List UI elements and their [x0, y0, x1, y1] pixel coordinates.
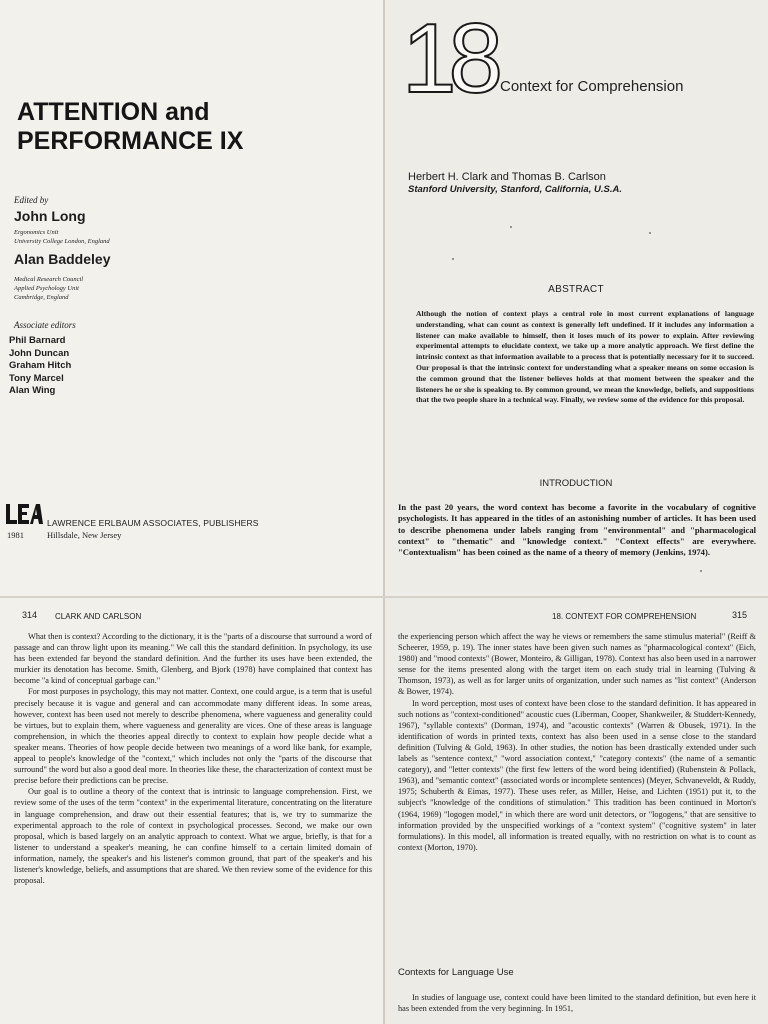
associate-editor: Tony Marcel — [9, 372, 64, 384]
edited-by-label: Edited by — [14, 195, 49, 205]
running-head-left: CLARK AND CARLSON — [55, 612, 142, 621]
affiliation-line: Cambridge, England — [14, 294, 69, 301]
book-title-line-2: PERFORMANCE IX — [17, 127, 244, 155]
affiliation-line: University College London, England — [14, 238, 110, 245]
associate-editor: Phil Barnard — [9, 335, 66, 346]
abstract-heading: ABSTRACT — [548, 284, 604, 295]
body-paragraph: Our goal is to outline a theory of the context that is intrinsic to language comprehension. First, we review some of the uses of the term "context" in the experimental literature, concentrating on the literature in language comprehension, and draw out their essential features; that is, we try to summarize the experimental approach to the role of context in psychological processes. Second, we make our own proposal, which is based largely on an analytic approach to context. What we argue, briefly, is that for a listener to understand a speaker's meaning, he can confine himself to a certain limited domain of information, namely, the speaker's and his listener's common ground, that part of the speaker's and his listener's knowledge, beliefs, and assumptions that are shared. We then review some of the evidence for this proposal. — [14, 787, 372, 886]
associate-editor: Graham Hitch — [9, 360, 72, 372]
editor-name-2: Alan Baddeley — [14, 251, 111, 267]
publisher-place: Hillsdale, New Jersey — [47, 530, 122, 540]
section-body — [398, 992, 756, 1014]
publisher-name: LAWRENCE ERLBAUM ASSOCIATES, PUBLISHERS — [47, 518, 259, 528]
section-heading: Contexts for Language Use — [398, 967, 514, 978]
scan-speck — [452, 258, 454, 260]
affiliation-line: Ergonomics Unit — [14, 229, 59, 236]
scan-speck — [649, 232, 651, 234]
body-paragraph: What then is context? According to the dictionary, it is the "parts of a discourse that surround a word of passage and can throw light upon its meaning." We call this the standard definition. In psychology, its use has been extended far beyond the standard definition. And the further its uses have been extended, the murkier its denotation has become. Smith, Glenberg, and Bjork (1978) have complained that context has become "a kind of conceptual garbage can." — [14, 632, 372, 686]
page-number-314: 314 — [22, 610, 38, 620]
page-315-body — [398, 631, 756, 853]
editor-1-affiliation — [14, 228, 110, 246]
affiliation-line: Applied Psychology Unit — [14, 285, 79, 292]
lea-logo — [5, 503, 43, 525]
page-314-body — [14, 631, 372, 886]
page-fold-horizontal — [0, 596, 768, 598]
running-head-right: 18. CONTEXT FOR COMPREHENSION — [552, 612, 697, 621]
body-paragraph: the experiencing person which affect the way he views or remembers the same stimulus material" (Reiff & Scheerer, 1959, p. 19). The inner states have been given such names as "pharmacological context" (Eich, 1980) and "mood contexts" (Bower, Monteiro, & Gilligan, 1978). Context has also been used in a narrower sense for the items presented along with the target item on each study trial in learning (Tulving & Thomson, 1973), as well as for larger units of organization, under such names as "list context" (Anderson & Bower, 1974). — [398, 632, 756, 697]
book-title-line-1: ATTENTION and — [17, 98, 210, 126]
chapter-title: Context for Comprehension — [500, 78, 684, 95]
associate-editors-list — [9, 335, 71, 398]
body-paragraph: In studies of language use, context could have been limited to the standard definition, but even here it has been extended from the very beginning. In 1951, — [398, 993, 756, 1014]
chapter-authors: Herbert H. Clark and Thomas B. Carlson — [408, 171, 606, 183]
publication-year: 1981 — [7, 530, 24, 540]
editor-2-affiliation — [14, 275, 83, 302]
associate-editor: Alan Wing — [9, 385, 56, 397]
page-fold-vertical — [383, 0, 385, 1024]
associate-editor: John Duncan — [9, 347, 70, 359]
scan-speck — [510, 226, 512, 228]
book-title — [17, 98, 347, 156]
scan-speck — [700, 570, 702, 572]
body-paragraph: For most purposes in psychology, this may not matter. Context, one could argue, is a term that is useful precisely because it is vague and general and can accommodate many different ideas. In some areas, however, context has been used not merely to describe phenomena, where vagueness and generality could be virtues, but to explain them, where vagueness and generality are vices. One of these areas is language comprehension, in which the theories appeal directly to context to explain how people decide what a speaker means. Theories of how people decide between two meanings of a word like bank, for example, appeal to people's knowledge of the "context," which includes not only the "parts of the discourse that surround" the word but also a good deal more. In theories like these, the characterization of context must be precise before their predictions can be precise. — [14, 687, 372, 786]
title-page — [0, 0, 384, 597]
page-number-315: 315 — [732, 610, 748, 620]
abstract-text: Although the notion of context plays a central role in most current explanations of language understanding, what can count as context is generally left undefined. If it includes any information a listener can make available to himself, then it loses much of its power to explain. After reviewing experimental attempts to elucidate context, we take up a more analytic approach. We first define the intrinsic context as that information available to a process that is potentially necessary for it to succeed. Our proposal is that the intrinsic context for understanding what a speaker means on some occasion is the common ground that the listener believes holds at that moment between the speaker and the listeners he or she is speaking to. By common ground, we mean the knowledge, beliefs, and suppositions that the two people share in a technical way. Finally, we review some of the evidence for this proposal. — [416, 309, 754, 405]
affiliation-line: Medical Research Council — [14, 276, 84, 283]
chapter-number: 18 — [402, 3, 496, 113]
associate-editors-label: Associate editors — [14, 320, 76, 330]
chapter-affiliation: Stanford University, Stanford, California, U.S.A. — [408, 184, 622, 195]
introduction-text: In the past 20 years, the word context has become a favorite in the vocabulary of cognitive psychologists. It has appeared in the titles of an astonishing number of articles. It has been used to describe phenomena under labels ranging from "environmental" and "pharmacological context" to "thematic" and "knowledge context." "Context effects" are everywhere. "Contextualism" has been coined as the name of a theory of memory (Jenkins, 1974). — [398, 502, 756, 558]
introduction-heading: INTRODUCTION — [539, 478, 613, 489]
editor-name-1: John Long — [14, 208, 86, 224]
body-paragraph: In word perception, most uses of context have been close to the standard definition. It has appeared in such notions as "context-conditioned" acoustic cues (Liberman, Cooper, Shankweiler, & Studdert-Kennedy, 1967), "syllable contexts" (Dorman, 1974), and "acoustic contexts" (Warren & Obusek, 1971). In the identification of words in printed texts, context has also been used in a sense close to the standard definition (Tulving & Gold, 1963). In other studies, the notion has been drastically extended under such labels as "sentence context," "word association context," "category contexts" (the name of a semantic category), and "letter contexts" (the first few letters of the word being identified) (Rubenstein & Pollack, 1963), and "semantic context" (associated words or incomplete sentences) (Meyer, Schvaneveldt, & Ruddy, 1975; Schuberth & Eimas, 1977). These uses refer, as Miller, Heise, and Lichten (1951) put it, to the subject's "knowledge of the conditions of stimulation." This tradition has been continued in Morton's (1964, 1969) "logogen model," in which there are word unit detectors, or "logogens," that are sensitive to information provided by the unspecified workings of a "context system" ("cognitive system" in later formulations). In this model, all information is treated equally, with no restriction on what is to count as context (Morton, 1970). — [398, 698, 756, 852]
